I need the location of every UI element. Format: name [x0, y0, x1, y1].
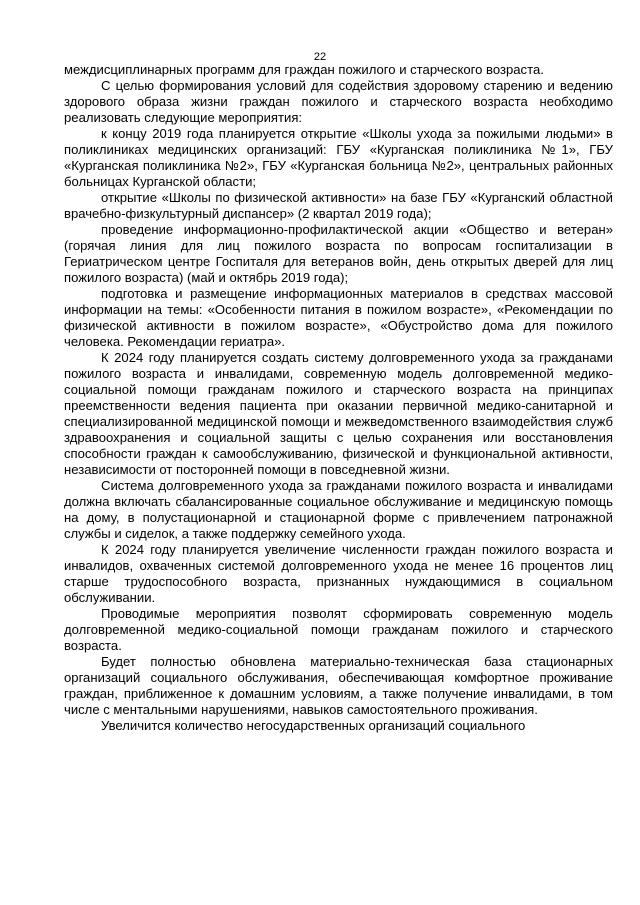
paragraph-physical-activity-school: открытие «Школы по физической активности» на базе ГБУ «Курганский областной врачебно-физкультурный диспансер» (2 квартал 2019 года); [64, 190, 613, 221]
paragraph-coverage-increase: К 2024 году планируется увеличение численности граждан пожилого возраста и инвалидов, охваченных системой долговременного ухода не менее 16 процентов лиц старше трудоспособного возраста, признанных нуждающимися в социальном обслуживании. [64, 542, 613, 605]
paragraph-media-materials: подготовка и размещение информационных материалов в средствах массовой информации на темы: «Особенности питания в пожилом возрасте», «Рекомендации по физической активности в пожилом возрасте», «Обустройство дома для пожилого человека. Рекомендации гериатра». [64, 286, 613, 349]
document-body [64, 62, 613, 734]
page-number: 22 [313, 51, 327, 63]
paragraph-healthy-aging-intro: С целью формирования условий для содействия здоровому старению и ведению здорового образа жизни граждан пожилого и старческого возраста необходимо реализовать следующие мероприятия: [64, 78, 613, 125]
paragraph-nongovernmental-orgs: Увеличится количество негосударственных организаций социального [101, 718, 526, 733]
paragraph-long-term-care-2024: К 2024 году планируется создать систему долговременного ухода за гражданами пожилого возраста и инвалидами, современную модель долговременной медико-социальной помощи гражданам пожилого и старческого возраста на принципах преемственности ведения пациента при оказании первичной медико-санитарной и специализированной медицинской помощи и межведомственного взаимодействия служб здравоохранения и социальной защиты с целью сохранения или восстановления способности граждан к самообслуживанию, физической и функциональной активности, независимости от посторонней помощи в повседневной жизни. [64, 350, 613, 477]
paragraph-material-base: Будет полностью обновлена материально-техническая база стационарных организаций социального обслуживания, обеспечивающая комфортное проживание граждан, приближенное к домашним условиям, а также получение инвалидами, в том числе с ментальными нарушениями, навыков самостоятельного проживания. [64, 654, 613, 717]
paragraph-care-system-components: Система долговременного ухода за гражданами пожилого возраста и инвалидами должна включать сбалансированные социальное обслуживание и медицинскую помощь на дому, в полустационарной и стационарной форме с привлечением патронажной службы и сиделок, а также поддержку семейного ухода. [64, 478, 613, 541]
paragraph-modern-model: Проводимые мероприятия позволят сформировать современную модель долговременной медико-социальной помощи гражданам пожилого и старческого возраста. [64, 606, 613, 653]
paragraph-care-schools: к концу 2019 года планируется открытие «Школы ухода за пожилыми людьми» в поликлиниках медицинских организаций: ГБУ «Курганская поликлиника №1», ГБУ «Курганская поликлиника №2», ГБУ «Курганская больница №2», центральных районных больницах Курганской области; [64, 126, 613, 189]
paragraph-continuation: междисциплинарных программ для граждан пожилого и старческого возраста. [64, 62, 544, 77]
paragraph-veteran-campaign: проведение информационно-профилактической акции «Общество и ветеран» (горячая линия для лиц пожилого возраста по вопросам госпитализации в Гериатрическом центре Госпиталя для ветеранов войн, день открытых дверей для лиц пожилого возраста) (май и октябрь 2019 года); [64, 222, 613, 285]
